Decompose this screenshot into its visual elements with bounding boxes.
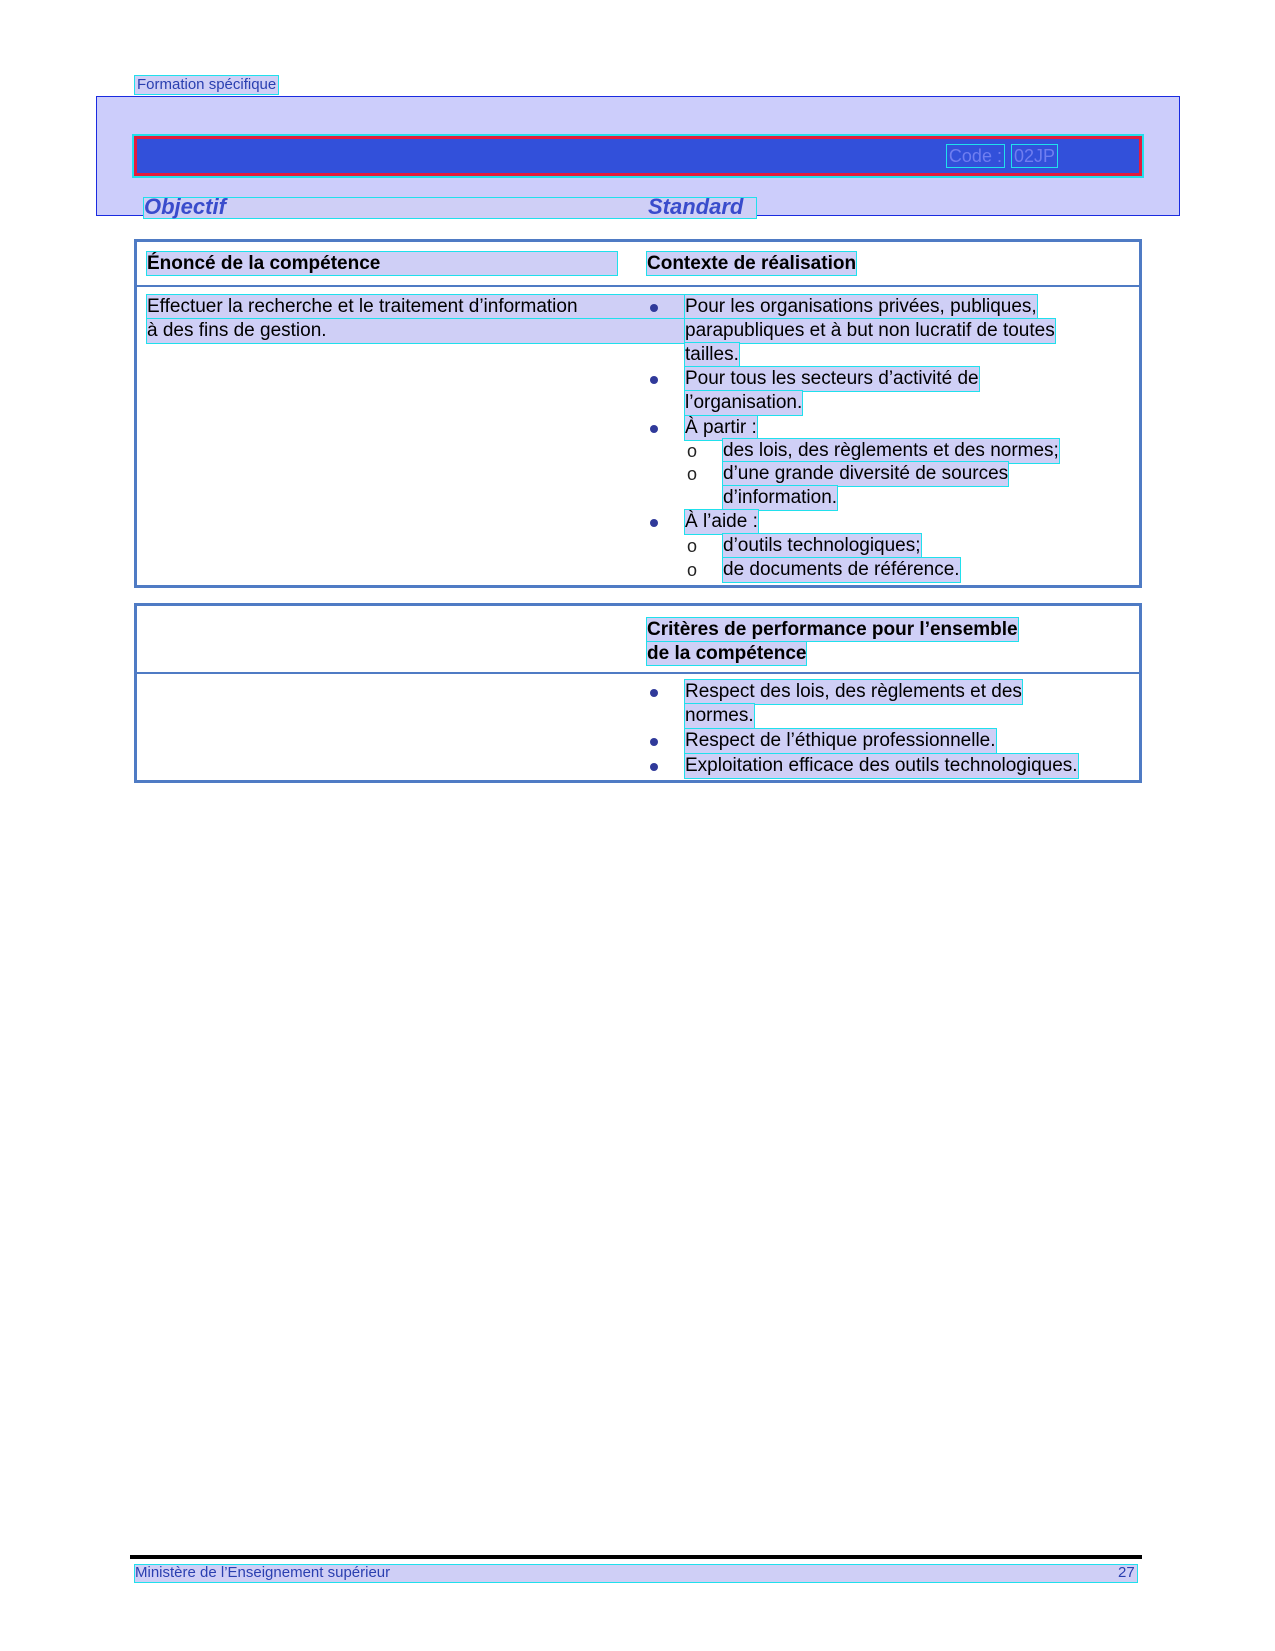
code-label: Code : [948,146,1002,166]
table-header-divider [137,672,1139,674]
page-number: 27 [1118,1564,1135,1581]
criteria-header-line-1: Critères de performance pour l’ensemble [647,619,1018,640]
statement-line-1: Effectuer la recherche et le traitement d’information [147,295,687,319]
sub-bullet-icon: o [687,560,698,580]
code-value: 02JP [1013,146,1055,166]
criteria-header-line-2: de la compétence [647,643,807,664]
bullet-icon [650,519,658,527]
context-item-1-line-2: parapubliques et à but non lucratif de toutes [685,320,1055,341]
standard-heading: Standard [648,194,744,219]
bullet-icon [650,425,658,433]
code-bar [134,136,1142,176]
context-item-2-line-1: Pour tous les secteurs d’activité de [685,368,979,389]
context-item-1-line-3: tailles. [685,344,739,365]
footer-rule [130,1555,1142,1559]
statement-line-2: à des fins de gestion. [147,319,687,343]
context-item-1-line-1: Pour les organisations privées, publiques, [685,296,1037,317]
statement-header: Énoncé de la compétence [147,252,617,275]
sub-bullet-icon: o [687,464,698,484]
sub-bullet-icon: o [687,536,698,556]
context-item-3: À partir : [685,417,757,438]
context-item-4-sub-2: de documents de référence. [723,559,960,580]
criteria-item-2: Respect de l’éthique professionnelle. [685,730,996,751]
criteria-item-1-line-1: Respect des lois, des règlements et des [685,681,1022,702]
bullet-icon [650,689,658,697]
context-item-4-sub-1: d’outils technologiques; [723,535,921,556]
bullet-icon [650,763,658,771]
context-item-2-line-2: l’organisation. [685,392,803,413]
footer-ministry: Ministère de l’Enseignement supérieur [135,1564,391,1581]
bullet-icon [650,738,658,746]
criteria-table [134,603,1142,783]
competence-table [134,239,1142,588]
context-item-3-sub-2-line-2: d’information. [723,487,838,508]
bullet-icon [650,304,658,312]
section-label: Formation spécifique [137,76,277,93]
criteria-item-1-line-2: normes. [685,705,754,726]
sub-bullet-icon: o [687,441,698,461]
context-item-3-sub-2-line-1: d’une grande diversité de sources [723,463,1009,484]
criteria-item-3: Exploitation efficace des outils technologiques. [685,755,1078,776]
bullet-icon [650,376,658,384]
context-header: Contexte de réalisation [647,253,857,274]
context-item-4: À l’aide : [685,511,758,532]
code-label-group [939,145,1057,167]
objective-heading: Objectif [144,194,226,219]
table-header-divider [137,285,1139,287]
context-item-3-sub-1: des lois, des règlements et des normes; [723,440,1059,461]
